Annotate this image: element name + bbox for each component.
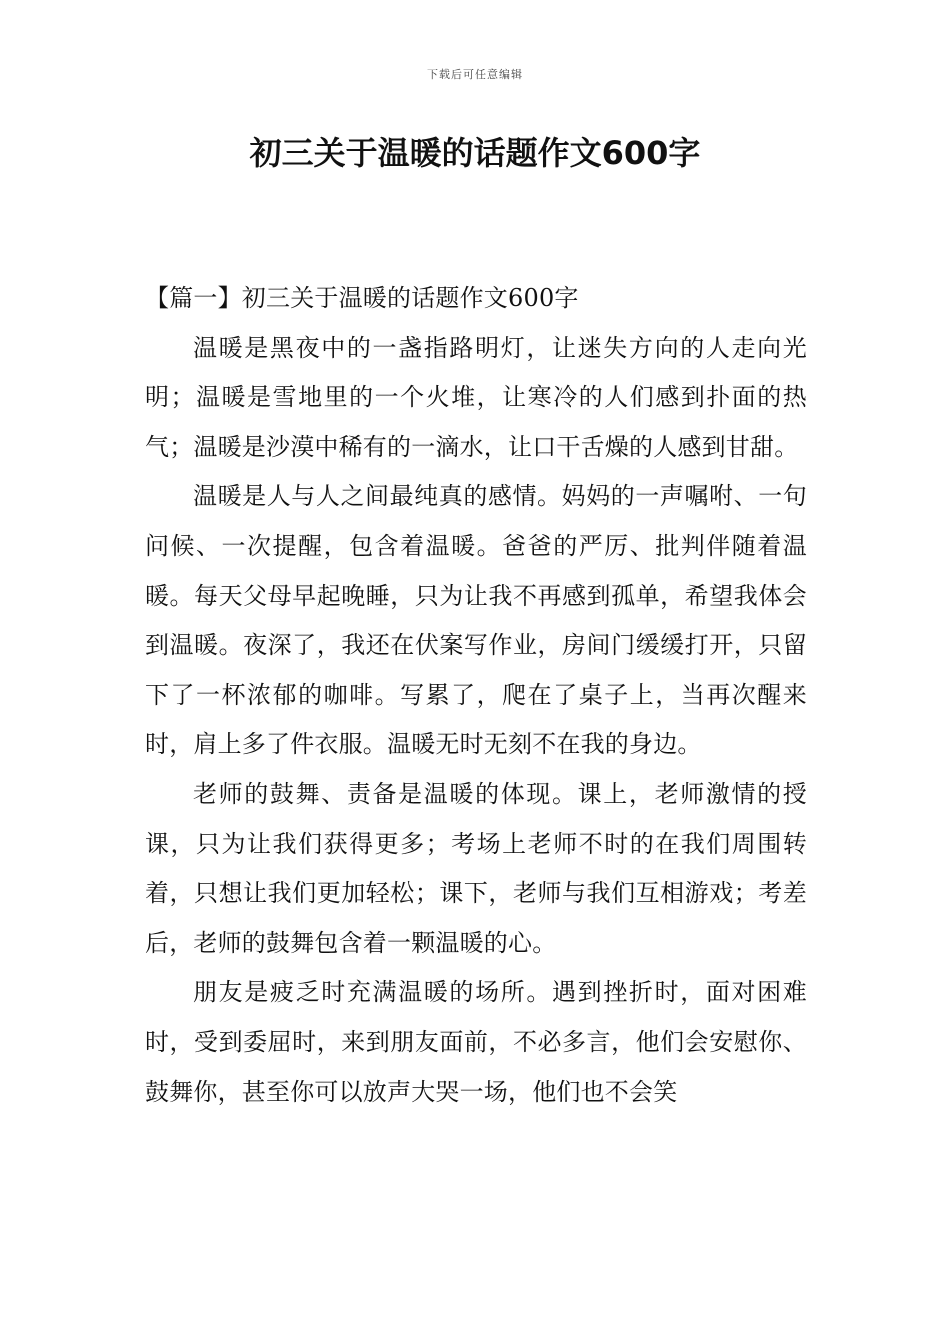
paragraph-2: 温暖是人与人之间最纯真的感情。妈妈的一声嘱咐、一句问候、一次提醒，包含着温暖。爸爸的严厉、批判伴随着温暖。每天父母早起晚睡，只为让我不再感到孤单，希望我体会到温暖。夜深了，我还在伏案写作业，房间门缓缓打开，只留下了一杯浓郁的咖啡。写累了，爬在了桌子上，当再次醒来时，肩上多了件衣服。温暖无时无刻不在我的身边。 [145,482,807,759]
document-body [145,274,807,1117]
document-title: 初三关于温暖的话题作文600字 [249,134,701,172]
paragraph-1: 温暖是黑夜中的一盏指路明灯，让迷失方向的人走向光明；温暖是雪地里的一个火堆，让寒冷的人们感到扑面的热气；温暖是沙漠中稀有的一滴水，让口干舌燥的人感到甘甜。 [145,333,807,461]
paragraph-3: 老师的鼓舞、责备是温暖的体现。课上，老师激情的授课，只为让我们获得更多；考场上老师不时的在我们周围转着，只想让我们更加轻松；课下，老师与我们互相游戏；考差后，老师的鼓舞包含着一颗温暖的心。 [145,779,807,957]
paragraph-4: 朋友是疲乏时充满温暖的场所。遇到挫折时，面对困难时，受到委屈时，来到朋友面前，不必多言，他们会安慰你、鼓舞你，甚至你可以放声大哭一场，他们也不会笑 [145,978,807,1106]
section-heading: 【篇一】初三关于温暖的话题作文600字 [145,284,579,312]
header-note: 下载后可任意编辑 [427,68,523,81]
